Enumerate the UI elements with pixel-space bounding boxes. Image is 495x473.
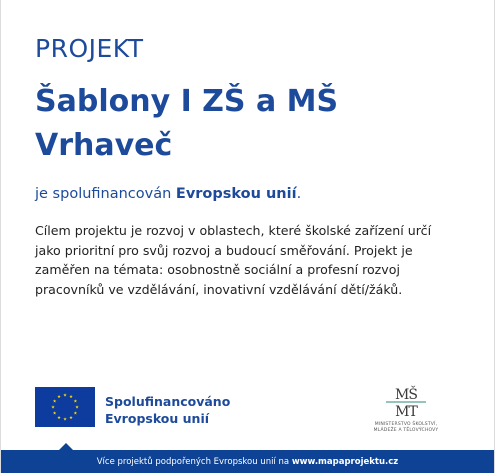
eu-star-icon: ★ bbox=[74, 405, 80, 411]
eu-star-icon: ★ bbox=[62, 393, 68, 399]
description-line: zaměřen na témata: osobnostně sociální a profesní rozvoj bbox=[35, 262, 400, 277]
eu-flag-icon bbox=[35, 387, 95, 427]
eu-star-icon: ★ bbox=[52, 411, 57, 417]
tagline-emphasis: Evropskou unií bbox=[175, 186, 297, 202]
msmt-logo bbox=[361, 384, 451, 434]
eu-star-icon: ★ bbox=[68, 395, 74, 401]
footer-bar bbox=[1, 450, 494, 473]
project-description bbox=[35, 221, 465, 299]
eu-text-line-1: Spolufinancováno bbox=[105, 394, 231, 409]
eu-text-line-2: Evropskou unií bbox=[105, 411, 210, 426]
msmt-logo-icon bbox=[376, 384, 436, 418]
footer-notch bbox=[59, 443, 73, 450]
msmt-caption-line-2: MLÁDEŽE A TĚLOVÝCHOVY bbox=[373, 428, 439, 433]
eu-star-icon: ★ bbox=[56, 415, 62, 421]
svg-text:MT: MT bbox=[395, 404, 417, 418]
svg-text:MŠ: MŠ bbox=[395, 387, 417, 403]
tagline-suffix: . bbox=[296, 186, 302, 202]
eu-star-icon: ★ bbox=[52, 399, 57, 405]
eu-star-icon: ★ bbox=[73, 399, 78, 405]
footer-link[interactable]: www.mapaprojektu.cz bbox=[291, 456, 399, 467]
project-title bbox=[35, 80, 338, 168]
eu-star-icon: ★ bbox=[68, 415, 74, 421]
cofinanced-tagline bbox=[35, 186, 301, 202]
description-line: Cílem projektu je rozvoj v oblastech, které školské zařízení určí bbox=[35, 223, 432, 238]
project-heading bbox=[35, 34, 338, 168]
description-line: pracovníků ve vzdělávání, inovativní vzdělávání dětí/žáků. bbox=[35, 281, 403, 297]
eu-star-icon: ★ bbox=[56, 395, 62, 401]
eu-star-icon: ★ bbox=[50, 405, 56, 411]
footer-text: Více projektů podpořených Evropskou unií na bbox=[96, 456, 290, 467]
project-title-line-2: Vrhaveč bbox=[35, 128, 173, 163]
msmt-caption-line-1: MINISTERSTVO ŠKOLSTVÍ, bbox=[374, 422, 438, 427]
eu-star-icon: ★ bbox=[73, 411, 78, 417]
project-title-line-1: Šablony I ZŠ a MŠ bbox=[35, 84, 339, 119]
eu-flag-stars bbox=[35, 387, 95, 427]
tagline-prefix: je spolufinancován bbox=[35, 186, 176, 202]
eu-cofinanced-text bbox=[105, 393, 230, 427]
eu-star-icon: ★ bbox=[62, 417, 68, 423]
description-line: jako prioritní pro svůj rozvoj a budoucí směřování. Projekt je bbox=[35, 242, 413, 258]
project-label: PROJEKT bbox=[35, 34, 144, 63]
